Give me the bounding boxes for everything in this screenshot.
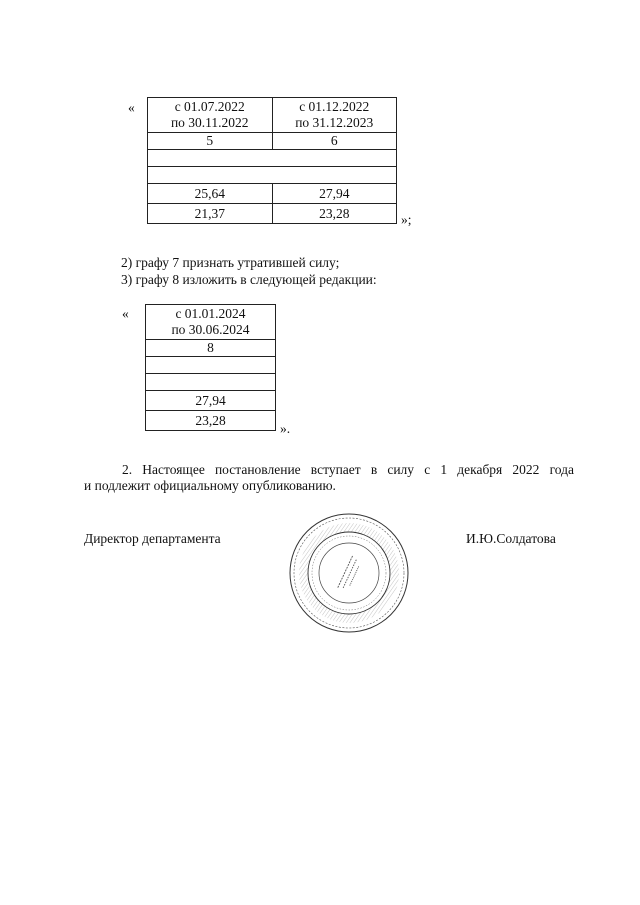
signatory-name: И.Ю.Солдатова — [466, 531, 556, 546]
paragraph-line-2: и подлежит официальному опубликованию. — [84, 478, 336, 493]
table2-empty-row — [146, 357, 276, 374]
table1-colnum-5: 5 — [148, 133, 273, 150]
table-columns-5-6 — [147, 97, 397, 224]
item-3: 3) графу 8 изложить в следующей редакции: — [121, 272, 377, 287]
official-seal-stamp — [288, 512, 410, 634]
quote-open-2: « — [122, 306, 129, 321]
effective-date-paragraph — [84, 462, 574, 494]
quote-close-2: ». — [280, 421, 291, 436]
quote-open-1: « — [128, 100, 135, 115]
table2-value: 27,94 — [146, 391, 276, 411]
table2-colnum-8: 8 — [146, 340, 276, 357]
table-column-8 — [145, 304, 276, 431]
table2-empty-row — [146, 374, 276, 391]
quote-close-1: »; — [401, 212, 412, 227]
table1-value: 27,94 — [272, 184, 397, 204]
item-2: 2) графу 7 признать утратившей силу; — [121, 255, 340, 270]
table1-value: 23,28 — [272, 204, 397, 224]
table1-value: 21,37 — [148, 204, 273, 224]
table2-value: 23,28 — [146, 411, 276, 431]
table1-header-col5: с 01.07.2022 по 30.11.2022 — [148, 98, 273, 133]
table2-header: с 01.01.2024 по 30.06.2024 — [146, 305, 276, 340]
table1-empty-row — [148, 150, 397, 167]
table1-value: 25,64 — [148, 184, 273, 204]
paragraph-line-1: 2. Настоящее постановление вступает в силу с 1 декабря 2022 года — [122, 462, 574, 477]
signatory-position: Директор департамента — [84, 531, 221, 546]
table1-empty-row — [148, 167, 397, 184]
table1-colnum-6: 6 — [272, 133, 397, 150]
table1-header-col6: с 01.12.2022 по 31.12.2023 — [272, 98, 397, 133]
